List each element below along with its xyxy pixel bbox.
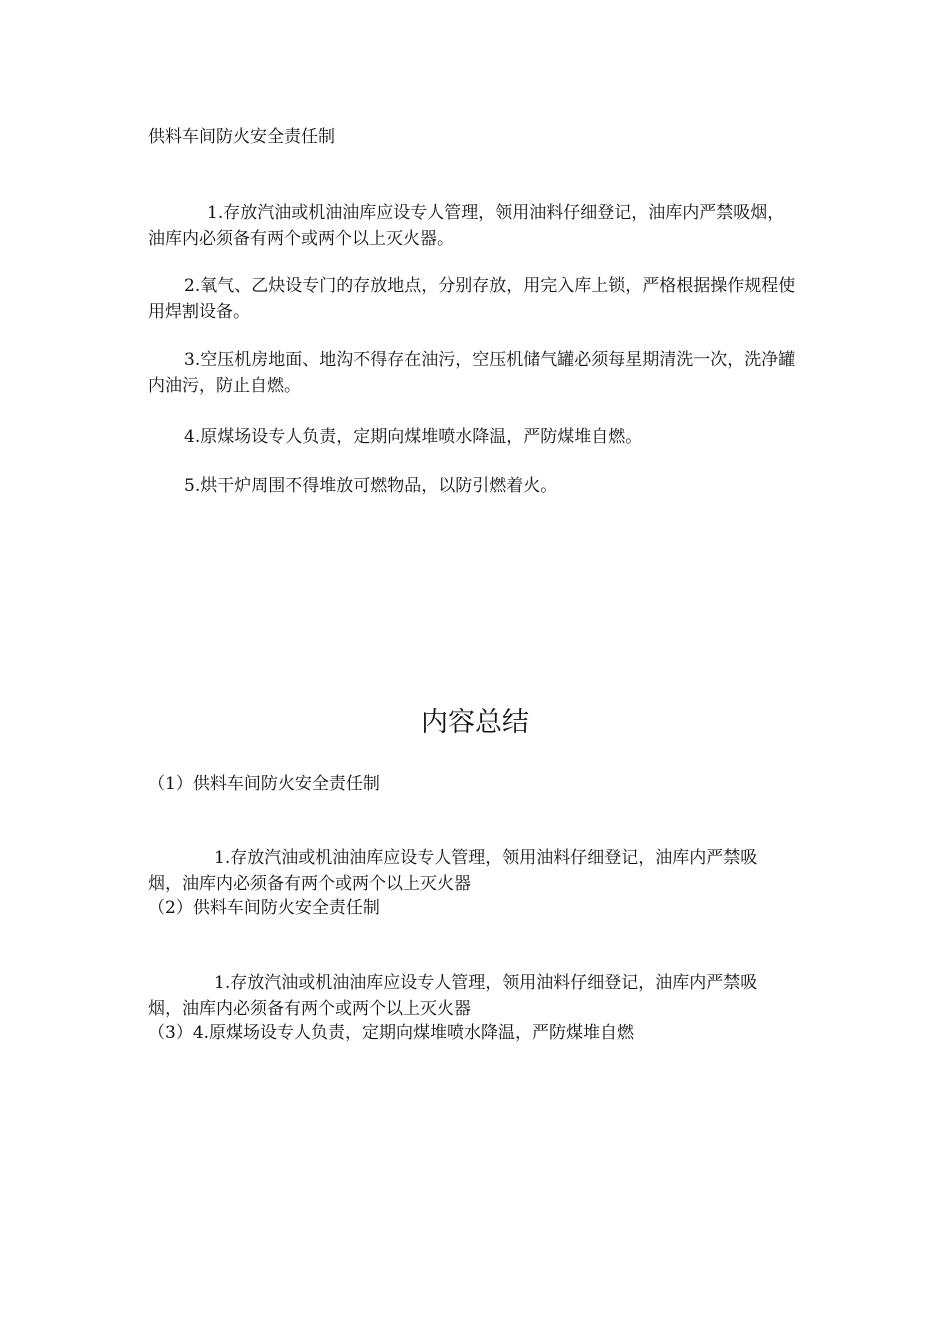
summary-item-1-body: 1.存放汽油或机油油库应设专人管理，领用油料仔细登记，油库内严禁吸烟，油库内必须备有两个或两个以上灭火器 (148, 848, 758, 894)
rule-1: 1.存放汽油或机油油库应设专人管理，领用油料仔细登记，油库内严禁吸烟，油库内必须备有两个或两个以上灭火器。 (148, 203, 785, 249)
rule-4: 4.原煤场设专人负责，定期向煤堆喷水降温，严防煤堆自燃。 (184, 427, 643, 447)
summary-item-1-label: （1）供料车间防火安全责任制 (148, 774, 380, 794)
summary-item-2-body: 1.存放汽油或机油油库应设专人管理，领用油料仔细登记，油库内严禁吸烟，油库内必须备有两个或两个以上灭火器 (148, 973, 758, 1019)
rule-2: 2.氧气、乙炔设专门的存放地点，分别存放，用完入库上锁，严格根据操作规程使用焊割设备。 (148, 276, 796, 322)
document-title: 供料车间防火安全责任制 (148, 127, 335, 147)
summary-item-2-label: （2）供料车间防火安全责任制 (148, 898, 380, 918)
rule-5: 5.烘干炉周围不得堆放可燃物品，以防引燃着火。 (184, 476, 558, 496)
rule-3: 3.空压机房地面、地沟不得存在油污，空压机储气罐必须每星期清洗一次，洗净罐内油污，防止自燃。 (148, 350, 796, 396)
summary-heading: 内容总结 (421, 707, 529, 738)
summary-item-3-label: （3）4.原煤场设专人负责，定期向煤堆喷水降温，严防煤堆自燃 (148, 1023, 635, 1043)
